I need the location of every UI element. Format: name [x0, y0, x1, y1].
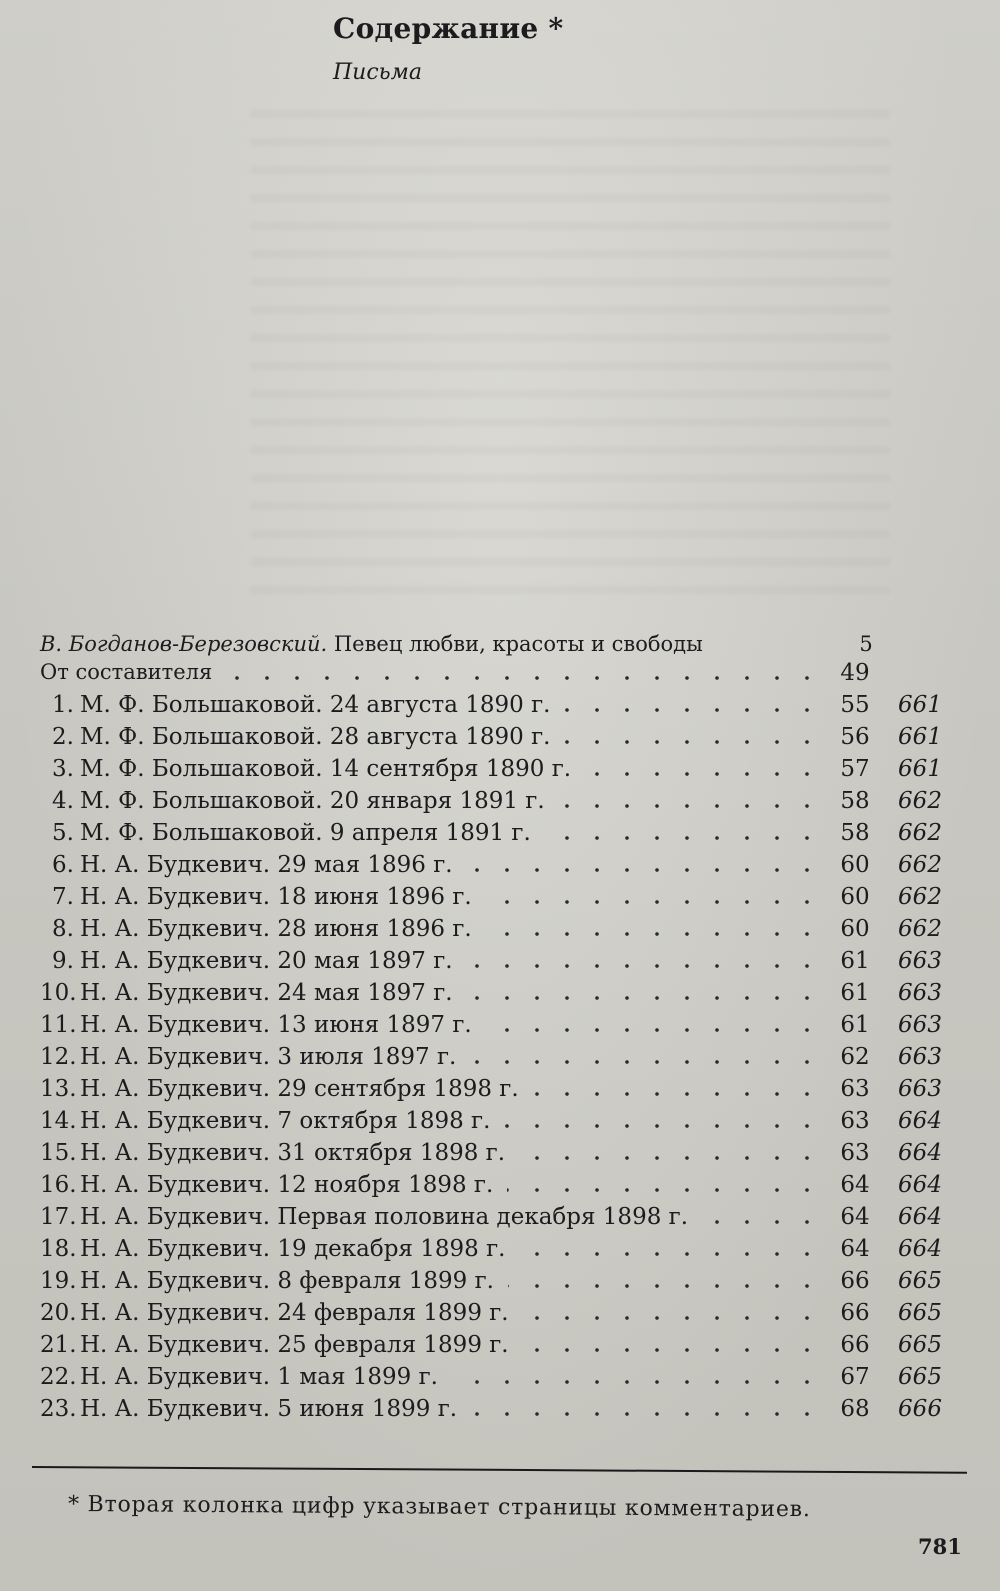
dot-leader	[508, 1284, 822, 1288]
dot-leader	[533, 1092, 822, 1096]
comment-page: 661	[898, 692, 942, 718]
letter-number: 3.	[52, 756, 74, 782]
toc-intro-page: 49	[840, 660, 870, 686]
letter-number: 10.	[40, 980, 77, 1006]
toc-letter-row	[40, 1268, 952, 1302]
letter-page: 60	[840, 852, 870, 878]
letter-page: 64	[840, 1172, 870, 1198]
dot-leader	[565, 708, 822, 712]
letter-number: 14.	[40, 1108, 77, 1134]
letter-title: Н. А. Будкевич. 18 июня 1896 г.	[80, 884, 472, 910]
comment-page: 663	[898, 980, 942, 1006]
letter-page: 56	[840, 724, 870, 750]
letter-page: 63	[840, 1140, 870, 1166]
letter-number: 23.	[40, 1396, 77, 1422]
letter-title: Н. А. Будкевич. 24 мая 1897 г.	[80, 980, 453, 1006]
toc-letter-row	[40, 820, 952, 854]
comment-page: 664	[898, 1204, 942, 1230]
dot-leader	[519, 1252, 822, 1256]
comment-page: 663	[898, 1012, 942, 1038]
comment-page: 662	[898, 852, 942, 878]
comment-page: 662	[898, 916, 942, 942]
toc-intro-author: В. Богданов-Березовский.	[40, 632, 328, 656]
letter-page: 62	[840, 1044, 870, 1070]
comment-page: 662	[898, 788, 942, 814]
dot-leader	[507, 1188, 822, 1192]
letter-number: 2.	[52, 724, 74, 750]
dot-leader	[519, 1156, 822, 1160]
letter-number: 19.	[40, 1268, 77, 1294]
comment-page: 664	[898, 1172, 942, 1198]
letter-title: Н. А. Будкевич. Первая половина декабря 1898 г.	[80, 1204, 689, 1230]
dot-leader	[523, 1316, 822, 1320]
dot-leader	[585, 772, 822, 776]
letter-page: 61	[840, 980, 870, 1006]
dot-leader	[559, 804, 822, 808]
toc-letter-row	[40, 1300, 952, 1334]
footnote-divider	[32, 1466, 967, 1474]
toc-letter-row	[40, 756, 952, 790]
letter-page: 61	[840, 948, 870, 974]
letter-title: Н. А. Будкевич. 29 мая 1896 г.	[80, 852, 453, 878]
dot-leader	[470, 1060, 822, 1064]
letter-page: 63	[840, 1108, 870, 1134]
toc-letter-row	[40, 788, 952, 822]
dot-leader	[523, 1348, 822, 1352]
toc-letter-row	[40, 1236, 952, 1270]
dot-leader	[565, 740, 822, 744]
letter-number: 20.	[40, 1300, 77, 1326]
comment-page: 661	[898, 724, 942, 750]
letter-title: М. Ф. Большаковой. 9 апреля 1891 г.	[80, 820, 531, 846]
footnote: * Вторая колонка цифр указывает страницы комментариев.	[67, 1492, 811, 1523]
dot-leader	[467, 996, 822, 1000]
letter-page: 66	[840, 1300, 870, 1326]
letter-page: 68	[840, 1396, 870, 1422]
show-through-texture	[250, 110, 890, 610]
letter-title: М. Ф. Большаковой. 20 января 1891 г.	[80, 788, 545, 814]
letter-title: Н. А. Будкевич. 1 мая 1899 г.	[80, 1364, 438, 1390]
letter-page: 55	[840, 692, 870, 718]
letter-number: 4.	[52, 788, 74, 814]
toc-letter-row	[40, 1364, 952, 1398]
toc-letter-row	[40, 916, 952, 950]
letter-title: Н. А. Будкевич. 13 июня 1897 г.	[80, 1012, 472, 1038]
letter-title: Н. А. Будкевич. 19 декабря 1898 г.	[80, 1236, 506, 1262]
toc-letter-row	[40, 1396, 952, 1430]
comment-page: 664	[898, 1140, 942, 1166]
letter-title: Н. А. Будкевич. 3 июля 1897 г.	[80, 1044, 457, 1070]
dot-leader	[545, 836, 822, 840]
comment-page: 664	[898, 1108, 942, 1134]
letter-page: 64	[840, 1236, 870, 1262]
letter-number: 21.	[40, 1332, 77, 1358]
toc-letter-row	[40, 1172, 952, 1206]
toc-letter-row	[40, 1332, 952, 1366]
letter-number: 15.	[40, 1140, 77, 1166]
letter-page: 63	[840, 1076, 870, 1102]
dot-leader	[702, 1220, 822, 1224]
letter-page: 58	[840, 820, 870, 846]
letter-title: М. Ф. Большаковой. 24 августа 1890 г.	[80, 692, 551, 718]
toc-intro-page: 5	[859, 632, 873, 656]
letter-number: 17.	[40, 1204, 77, 1230]
page-title: Содержание *	[333, 12, 564, 45]
comment-page: 666	[898, 1396, 942, 1422]
letter-title: Н. А. Будкевич. 28 июня 1896 г.	[80, 916, 472, 942]
dot-leader	[471, 1412, 822, 1416]
comment-page: 665	[898, 1332, 942, 1358]
toc-letter-row	[40, 884, 952, 918]
letter-page: 57	[840, 756, 870, 782]
letter-title: Н. А. Будкевич. 5 июня 1899 г.	[80, 1396, 458, 1422]
letter-number: 9.	[52, 948, 74, 974]
toc-letter-row	[40, 1140, 952, 1174]
letter-number: 7.	[52, 884, 74, 910]
toc-letter-row	[40, 948, 952, 982]
comment-page: 663	[898, 1076, 942, 1102]
letter-number: 1.	[52, 692, 74, 718]
letter-number: 22.	[40, 1364, 77, 1390]
letter-page: 60	[840, 916, 870, 942]
toc-letter-row	[40, 1108, 952, 1142]
letter-page: 66	[840, 1268, 870, 1294]
letter-title: Н. А. Будкевич. 8 февраля 1899 г.	[80, 1268, 494, 1294]
section-subtitle: Письма	[333, 60, 423, 85]
letter-title: Н. А. Будкевич. 7 октября 1898 г.	[80, 1108, 491, 1134]
comment-page: 665	[898, 1300, 942, 1326]
letter-number: 18.	[40, 1236, 77, 1262]
comment-page: 662	[898, 884, 942, 910]
toc-intro-text	[40, 632, 703, 656]
letter-number: 6.	[52, 852, 74, 878]
comment-page: 665	[898, 1364, 942, 1390]
comment-page: 662	[898, 820, 942, 846]
letter-number: 8.	[52, 916, 74, 942]
dot-leader	[504, 1124, 822, 1128]
dot-leader	[486, 932, 822, 936]
letter-title: Н. А. Будкевич. 31 октября 1898 г.	[80, 1140, 506, 1166]
toc-intro-row	[40, 632, 920, 662]
dot-leader	[486, 900, 822, 904]
letter-title: Н. А. Будкевич. 12 ноября 1898 г.	[80, 1172, 494, 1198]
toc-letter-row	[40, 980, 952, 1014]
toc-letter-row	[40, 724, 952, 758]
letter-title: М. Ф. Большаковой. 14 сентября 1890 г.	[80, 756, 572, 782]
letter-number: 5.	[52, 820, 74, 846]
dot-leader	[467, 964, 822, 968]
comment-page: 663	[898, 1044, 942, 1070]
toc-letter-row	[40, 1076, 952, 1110]
toc-letter-row	[40, 1204, 952, 1238]
letter-title: Н. А. Будкевич. 20 мая 1897 г.	[80, 948, 453, 974]
toc-letter-row	[40, 852, 952, 886]
letter-number: 11.	[40, 1012, 77, 1038]
comment-page: 665	[898, 1268, 942, 1294]
comment-page: 661	[898, 756, 942, 782]
comment-page: 664	[898, 1236, 942, 1262]
toc-intro-title: От составителя	[40, 660, 213, 684]
letter-title: Н. А. Будкевич. 25 февраля 1899 г.	[80, 1332, 509, 1358]
letter-page: 61	[840, 1012, 870, 1038]
letter-page: 58	[840, 788, 870, 814]
dot-leader	[452, 1380, 822, 1384]
page-number: 781	[918, 1534, 962, 1559]
letter-number: 16.	[40, 1172, 77, 1198]
dot-leader	[226, 676, 822, 680]
toc-intro-row	[40, 660, 952, 694]
toc-intro-title: Певец любви, красоты и свободы	[333, 632, 703, 656]
dot-leader	[486, 1028, 822, 1032]
letter-title: М. Ф. Большаковой. 28 августа 1890 г.	[80, 724, 551, 750]
letter-title: Н. А. Будкевич. 24 февраля 1899 г.	[80, 1300, 509, 1326]
toc-letter-row	[40, 692, 952, 726]
letter-page: 60	[840, 884, 870, 910]
toc-letter-row	[40, 1044, 952, 1078]
letter-page: 67	[840, 1364, 870, 1390]
comment-page: 663	[898, 948, 942, 974]
dot-leader	[467, 868, 822, 872]
letter-number: 12.	[40, 1044, 77, 1070]
letter-page: 66	[840, 1332, 870, 1358]
toc-letter-row	[40, 1012, 952, 1046]
letter-title: Н. А. Будкевич. 29 сентября 1898 г.	[80, 1076, 519, 1102]
letter-page: 64	[840, 1204, 870, 1230]
letter-number: 13.	[40, 1076, 77, 1102]
